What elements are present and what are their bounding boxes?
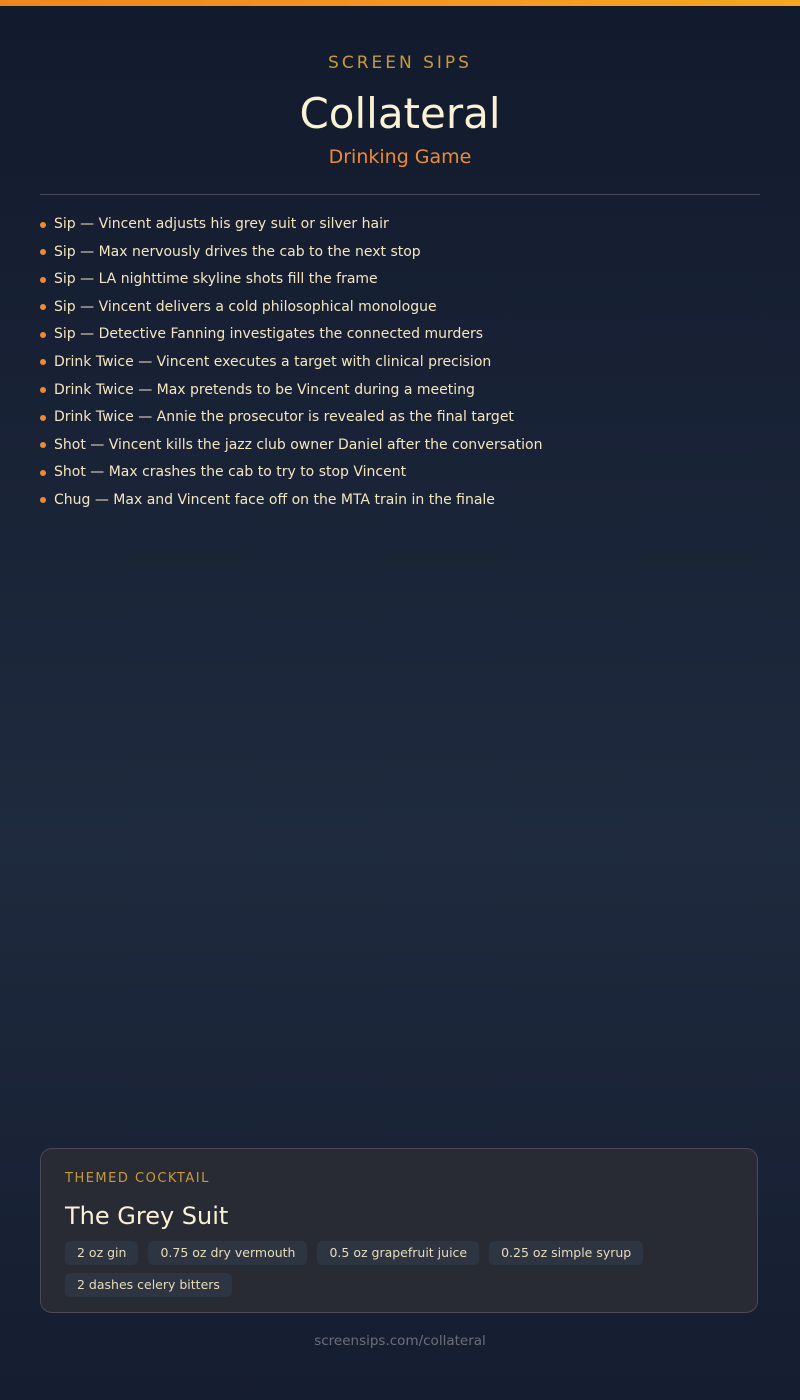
bullet-icon bbox=[40, 249, 46, 255]
rule-item bbox=[40, 321, 760, 349]
bullet-icon bbox=[40, 222, 46, 228]
rule-item bbox=[40, 266, 760, 294]
rule-text: Sip — Detective Fanning investigates the connected murders bbox=[54, 326, 484, 343]
ingredient-chip: 0.25 oz simple syrup bbox=[489, 1241, 643, 1265]
rule-text: Drink Twice — Max pretends to be Vincent during a meeting bbox=[54, 381, 475, 398]
bullet-icon bbox=[40, 387, 46, 393]
rule-item bbox=[40, 432, 760, 460]
bullet-icon bbox=[40, 304, 46, 310]
ingredient-chip: 2 oz gin bbox=[65, 1241, 138, 1265]
cocktail-name: The Grey Suit bbox=[65, 1202, 229, 1230]
rule-text: Sip — Max nervously drives the cab to the next stop bbox=[54, 243, 421, 260]
rule-item bbox=[40, 377, 760, 405]
header-divider bbox=[40, 194, 760, 195]
rule-text: Shot — Max crashes the cab to try to stop Vincent bbox=[54, 464, 407, 481]
rule-item bbox=[40, 487, 760, 515]
rules-list bbox=[40, 211, 760, 515]
ingredient-chip: 0.5 oz grapefruit juice bbox=[317, 1241, 479, 1265]
bullet-icon bbox=[40, 332, 46, 338]
bullet-icon bbox=[40, 359, 46, 365]
footer-url[interactable]: screensips.com/collateral bbox=[314, 1333, 486, 1349]
bullet-icon bbox=[40, 277, 46, 283]
ingredient-list bbox=[65, 1241, 733, 1297]
rule-text: Sip — LA nighttime skyline shots fill the frame bbox=[54, 271, 378, 288]
bullet-icon bbox=[40, 497, 46, 503]
top-accent-bar bbox=[0, 0, 800, 6]
rule-item bbox=[40, 211, 760, 239]
rule-item bbox=[40, 349, 760, 377]
rule-item bbox=[40, 239, 760, 267]
page-title: Collateral bbox=[299, 89, 501, 138]
page-header bbox=[0, 52, 800, 169]
rule-text: Sip — Vincent adjusts his grey suit or silver hair bbox=[54, 216, 389, 232]
brand-label: SCREEN SIPS bbox=[328, 53, 472, 73]
page-subtitle: Drinking Game bbox=[328, 146, 472, 168]
rule-text: Drink Twice — Vincent executes a target with clinical precision bbox=[54, 353, 492, 370]
cocktail-card bbox=[40, 1148, 758, 1313]
bullet-icon bbox=[40, 442, 46, 448]
ingredient-chip: 0.75 oz dry vermouth bbox=[148, 1241, 307, 1265]
rule-text: Shot — Vincent kills the jazz club owner Daniel after the conversation bbox=[54, 436, 543, 453]
rule-text: Drink Twice — Annie the prosecutor is revealed as the final target bbox=[54, 409, 514, 426]
rule-item bbox=[40, 404, 760, 432]
bullet-icon bbox=[40, 415, 46, 421]
cocktail-label: THEMED COCKTAIL bbox=[65, 1171, 210, 1186]
rule-item bbox=[40, 459, 760, 487]
rule-text: Sip — Vincent delivers a cold philosophical monologue bbox=[54, 298, 437, 315]
ingredient-chip: 2 dashes celery bitters bbox=[65, 1273, 232, 1297]
rule-text: Chug — Max and Vincent face off on the MTA train in the finale bbox=[54, 491, 495, 508]
bullet-icon bbox=[40, 470, 46, 476]
rule-item bbox=[40, 294, 760, 322]
